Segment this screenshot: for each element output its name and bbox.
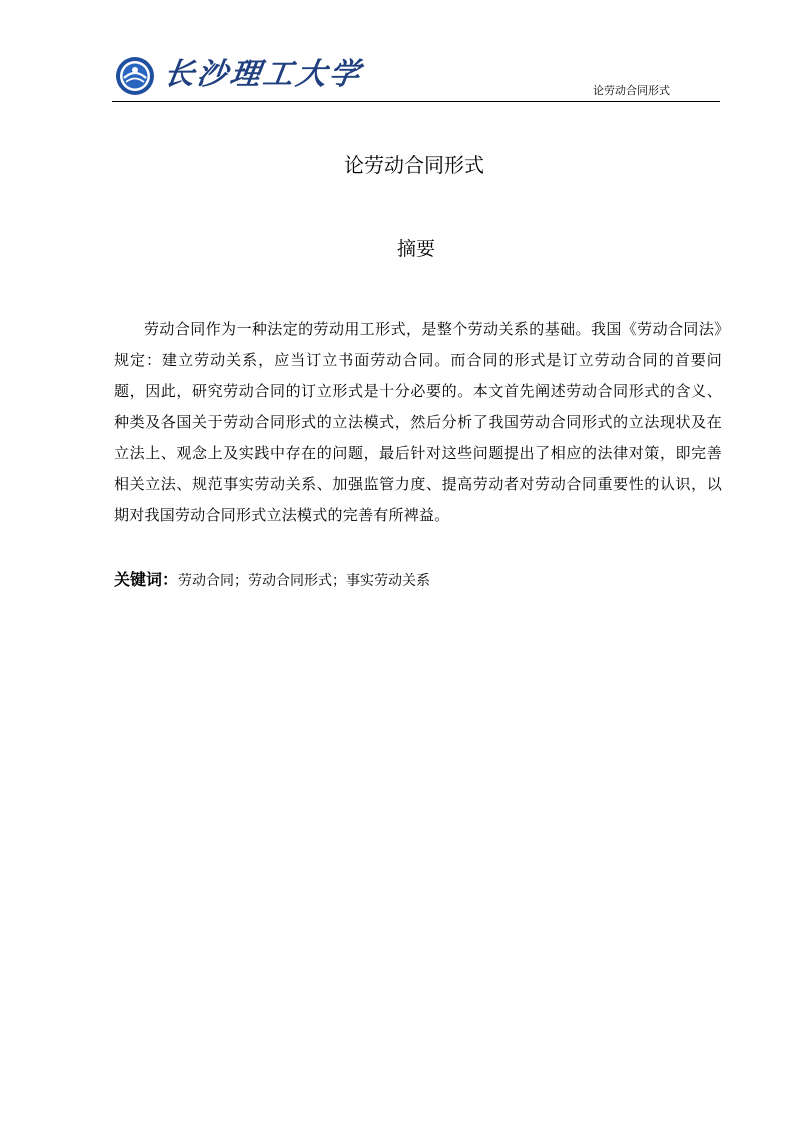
university-logo-icon — [115, 56, 155, 96]
running-header-title: 论劳动合同形式 — [593, 84, 670, 97]
keywords-value: 劳动合同；劳动合同形式；事实劳动关系 — [178, 573, 431, 589]
page-header — [112, 54, 720, 102]
keywords-line — [114, 568, 722, 593]
keywords-separator: ： — [162, 570, 179, 589]
university-name-logotype: 长沙理工大学 — [161, 57, 365, 92]
abstract-heading: 摘要 — [397, 238, 436, 260]
document-title: 论劳动合同形式 — [344, 153, 484, 177]
abstract-paragraph: 劳动合同作为一种法定的劳动用工形式，是整个劳动关系的基础。我国《劳动合同法》规定：建立劳动关系，应当订立书面劳动合同。而合同的形式是订立劳动合同的首要问题，因此，研究劳动合同的订立形式是十分必要的。本文首先阐述劳动合同形式的含义、种类及各国关于劳动合同形式的立法模式，然后分析了我国劳动合同形式的立法现状及在立法上、观念上及实践中存在的问题，最后针对这些问题提出了相应的法律对策，即完善相关立法、规范事实劳动关系、加强监管力度、提高劳动者对劳动合同重要性的认识，以期对我国劳动合同形式立法模式的完善有所裨益。 — [114, 320, 722, 524]
keywords-label: 关键词 — [114, 570, 163, 589]
